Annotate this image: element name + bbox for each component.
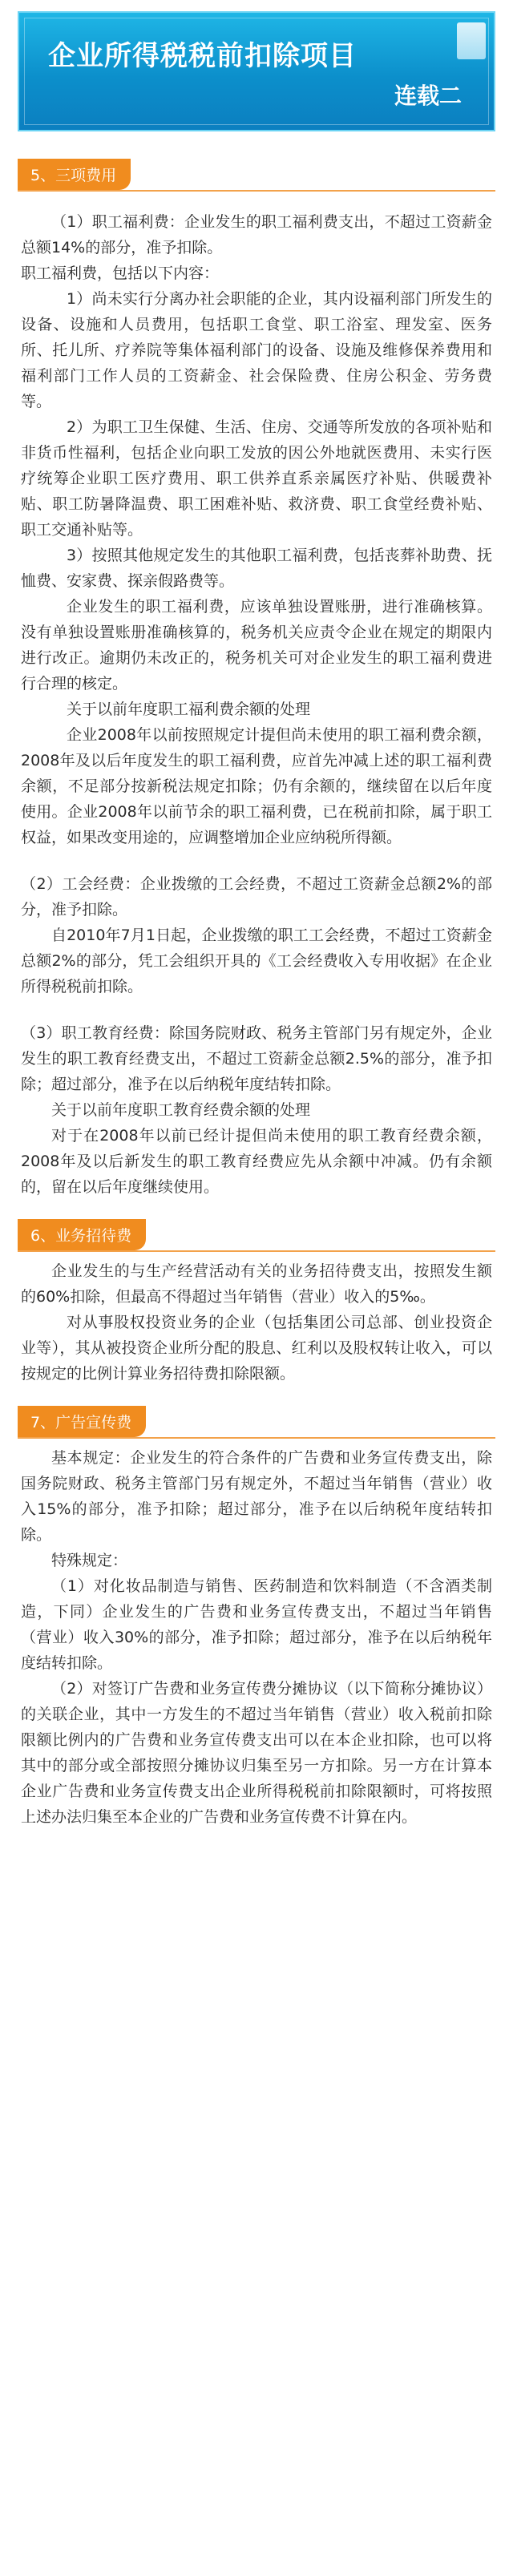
paragraph: （2）工会经费：企业拨缴的工会经费，不超过工资薪金总额2%的部分，准予扣除。 xyxy=(21,875,492,919)
section-body xyxy=(0,1439,513,1830)
paragraph: 职工福利费，包括以下内容： xyxy=(21,264,220,282)
paragraph: 2）为职工卫生保健、生活、住房、交通等所发放的各项补贴和非货币性福利，包括企业向职工发放的因公外地就医费用、未实行医疗统筹企业职工医疗费用、职工供养直系亲属医疗补贴、供暖费补贴、职工防暑降温费、职工困难补贴、救济费、职工食堂经费补贴、职工交通补贴等。 xyxy=(21,418,492,539)
banner-decoration xyxy=(457,22,486,59)
paragraph: 基本规定：企业发生的符合条件的广告费和业务宣传费支出，除国务院财政、税务主管部门另有规定外，不超过当年销售（营业）收入15%的部分，准予扣除；超过部分，准予在以后纳税年度结转扣除。 xyxy=(21,1449,492,1544)
paragraph: 企业2008年以前按照规定计提但尚未使用的职工福利费余额，2008年及以后年度发生的职工福利费，应首先冲减上述的职工福利费余额，不足部分按新税法规定扣除；仍有余额的，继续留在以后年度使用。企业2008年以前节余的职工福利费，已在税前扣除，属于职工权益，如果改变用途的，应调整增加企业应纳税所得额。 xyxy=(21,726,492,846)
section-heading: 6、业务招待费 xyxy=(18,1219,146,1250)
paragraph: （1）对化妆品制造与销售、医药制造和饮料制造（不含酒类制造，下同）企业发生的广告费和业务宣传费支出，不超过当年销售（营业）收入30%的部分，准予扣除；超过部分，准予在以后纳税年度结转扣除。 xyxy=(21,1577,492,1672)
section xyxy=(0,1387,513,1830)
paragraph: 企业发生的职工福利费，应该单独设置账册，进行准确核算。没有单独设置账册准确核算的，税务机关应责令企业在规定的期限内进行改正。逾期仍未改正的，税务机关可对企业发生的职工福利费进行合理的核定。 xyxy=(21,598,492,692)
section-body xyxy=(0,192,513,1200)
paragraph: 1）尚未实行分离办社会职能的企业，其内设福利部门所发生的设备、设施和人员费用，包括职工食堂、职工浴室、理发室、医务所、托儿所、疗养院等集体福利部门的设备、设施及维修保养费用和福利部门工作人员的工资薪金、社会保险费、住房公积金、劳务费等。 xyxy=(21,290,492,410)
paragraph: 关于以前年度职工福利费余额的处理 xyxy=(67,701,311,718)
section-heading: 7、广告宣传费 xyxy=(18,1406,146,1437)
banner-wrap xyxy=(0,0,513,131)
paragraph: 3）按照其他规定发生的其他职工福利费，包括丧葬补助费、抚恤费、安家费、探亲假路费等。 xyxy=(21,547,492,590)
section-heading: 5、三项费用 xyxy=(18,159,131,190)
paragraph: （2）对签订广告费和业务宣传费分摊协议（以下简称分摊协议）的关联企业，其中一方发生的不超过当年销售（营业）收入税前扣除限额比例内的广告费和业务宣传费支出可以在本企业扣除，也可以将其中的部分或全部按照分摊协议归集至另一方扣除。另一方在计算本企业广告费和业务宣传费支出企业所得税税前扣除限额时，可将按照上述办法归集至本企业的广告费和业务宣传费不计算在内。 xyxy=(21,1680,492,1826)
paragraph: 自2010年7月1日起，企业拨缴的职工工会经费，不超过工资薪金总额2%的部分，凭工会组织开具的《工会经费收入专用收据》在企业所得税税前扣除。 xyxy=(21,927,492,995)
banner-title: 企业所得税税前扣除项目 xyxy=(48,40,357,72)
paragraph: 对从事股权投资业务的企业（包括集团公司总部、创业投资企业等），其从被投资企业所分配的股息、红利以及股权转让收入，可以按规定的比例计算业务招待费扣除限额。 xyxy=(21,1314,492,1383)
paragraph: 对于在2008年以前已经计提但尚未使用的职工教育经费余额，2008年及以后新发生的职工教育经费应先从余额中冲减。仍有余额的，留在以后年度继续使用。 xyxy=(21,1127,492,1196)
banner-serial: 连载二 xyxy=(394,83,462,109)
paragraph: （3）职工教育经费：除国务院财政、税务主管部门另有规定外，企业发生的职工教育经费支出，不超过工资薪金总额2.5%的部分，准予扣除；超过部分，准予在以后纳税年度结转扣除。 xyxy=(21,1024,492,1093)
paragraph: 特殊规定： xyxy=(51,1552,128,1569)
section xyxy=(0,1200,513,1387)
section xyxy=(0,131,513,1200)
paragraph: 关于以前年度职工教育经费余额的处理 xyxy=(51,1101,311,1119)
sections-container xyxy=(0,131,513,1830)
section-body xyxy=(0,1252,513,1387)
header-banner xyxy=(18,11,495,131)
paragraph: 企业发生的与生产经营活动有关的业务招待费支出，按照发生额的60%扣除，但最高不得超过当年销售（营业）收入的5‰。 xyxy=(21,1262,492,1306)
paragraph: （1）职工福利费：企业发生的职工福利费支出，不超过工资薪金总额14%的部分，准予扣除。 xyxy=(21,213,492,256)
